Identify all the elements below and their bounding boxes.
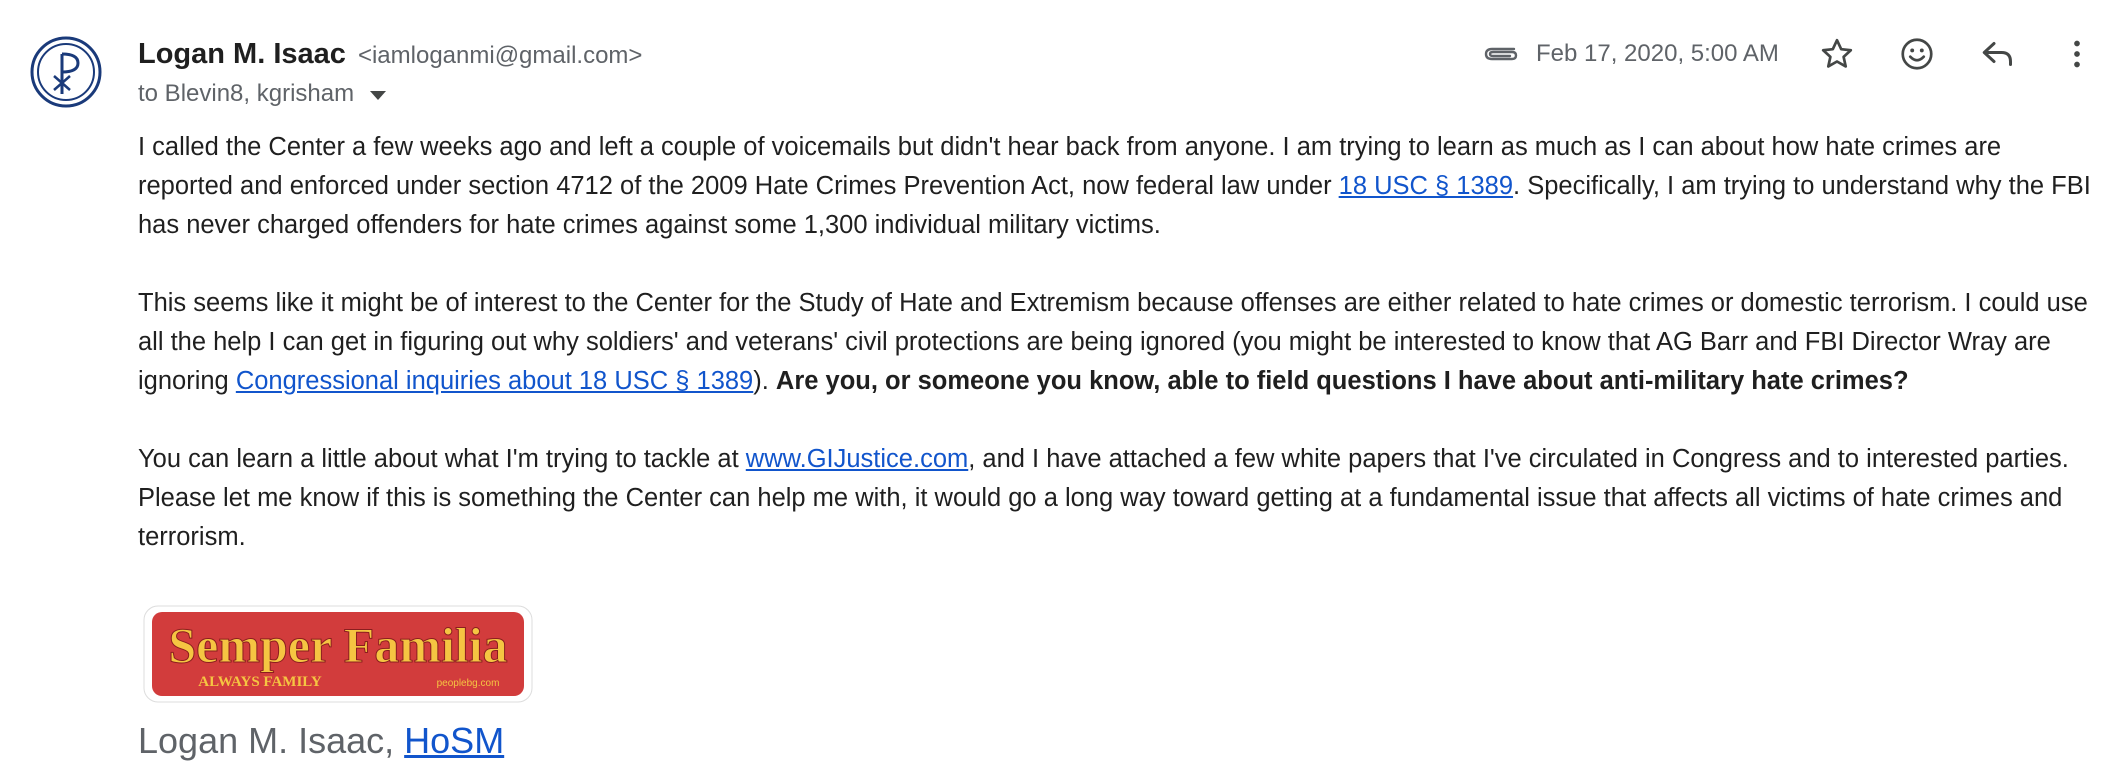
gijustice-link[interactable]: www.GIJustice.com	[745, 445, 969, 473]
logo-main-text: Semper Familia	[168, 617, 508, 673]
body-text-segment: , and I have attached a few white papers that I've circulated in Congress and to interested parties. Please let me know if this is something the Center can help me with, it would go a long way toward getting at a fundamental issue that affects all victims of hate crimes and terrorism.	[138, 445, 2069, 551]
sender-avatar[interactable]	[30, 36, 102, 108]
body-paragraph-1	[138, 128, 2098, 245]
reply-button[interactable]	[1973, 30, 2021, 78]
paperclip-icon	[1480, 39, 1520, 69]
chevron-down-icon[interactable]	[370, 91, 386, 100]
sender-name[interactable]: Logan M. Isaac	[138, 38, 346, 70]
more-options-button[interactable]	[2053, 30, 2101, 78]
star-icon	[1819, 36, 1855, 72]
add-reaction-button[interactable]	[1893, 30, 1941, 78]
recipients-label: to Blevin8, kgrisham	[138, 80, 355, 107]
signature-name: Logan M. Isaac,	[138, 720, 405, 761]
chi-rho-avatar-icon	[30, 36, 102, 108]
sender-line	[138, 35, 642, 75]
body-paragraph-2	[138, 284, 2098, 401]
email-signature	[138, 718, 504, 764]
body-paragraph-3	[138, 440, 2098, 557]
message-date: Feb 17, 2020, 5:00 AM	[1536, 40, 1779, 67]
body-text-segment: . Specifically, I am trying to understand why the FBI has never charged offenders for hate crimes against some 1,300 individual military victims.	[138, 172, 2091, 239]
sender-email: <iamloganmi@gmail.com>	[357, 42, 643, 69]
congressional-inquiries-link[interactable]: Congressional inquiries about 18 USC § 1389	[235, 367, 754, 395]
recipients-toggle[interactable]	[138, 77, 386, 111]
logo-sub-text: ALWAYS FAMILY	[198, 674, 322, 690]
body-text-segment: ).	[753, 367, 776, 395]
message-body	[138, 128, 2098, 596]
message-toolbar	[1480, 28, 2101, 80]
body-text-segment: You can learn a little about what I'm trying to tackle at	[138, 445, 746, 473]
hosm-link[interactable]: HoSM	[404, 720, 505, 761]
body-text-segment: I called the Center a few weeks ago and left a couple of voicemails but didn't hear back from anyone. I am trying to learn as much as I can about how hate crimes are reported and enforced under section 4712 of the 2009 Hate Crimes Prevention Act, now federal law under	[138, 133, 2002, 200]
more-vert-icon	[2059, 36, 2095, 72]
body-bold-question: Are you, or someone you know, able to field questions I have about anti-military hate crimes?	[775, 367, 1909, 395]
emoji-reaction-icon	[1899, 36, 1935, 72]
semper-familia-logo	[140, 600, 536, 712]
statute-link[interactable]: 18 USC § 1389	[1338, 172, 1514, 200]
star-button[interactable]	[1813, 30, 1861, 78]
reply-icon	[1979, 36, 2015, 72]
body-text-segment: This seems like it might be of interest to the Center for the Study of Hate and Extremism because offenses are either related to hate crimes or domestic terrorism. I could use all the help I can get in figuring out why soldiers' and veterans' civil protections are being ignored (you might be interested to know that AG Barr and FBI Director Wray are ignoring	[138, 289, 2088, 395]
logo-url-text: peoplebg.com	[436, 678, 500, 689]
